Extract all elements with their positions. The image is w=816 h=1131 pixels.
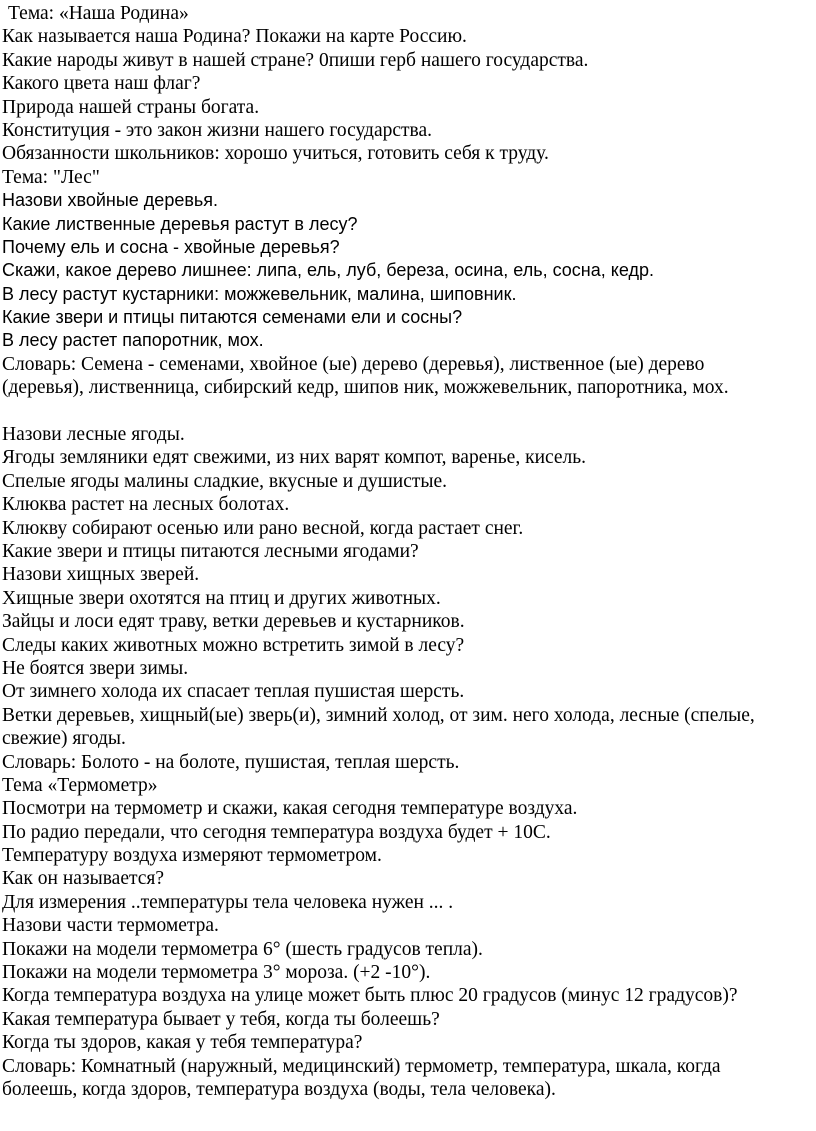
berries-line: Клюкву собирают осенью или рано весной, когда растает снег.	[2, 517, 524, 539]
topic-2-vocabulary: Словарь: Семена - семенами, хвойное (ые) дерево (деревья), лиственное (ые) дерево	[2, 353, 705, 375]
topic-2-line: Почему ель и сосна - хвойные деревья?	[2, 236, 340, 257]
topic-1-line: Обязанности школьников: хорошо учиться, готовить себя к труду.	[2, 143, 549, 165]
berries-line: Какие звери и птицы питаются лесными ягодами?	[2, 540, 419, 562]
berries-line: Не боятся звери зимы.	[2, 657, 189, 679]
topic-3-line: Для измерения ..температуры тела человека нужен ... .	[2, 891, 454, 913]
blank-line	[2, 400, 816, 423]
topic-3-line: Как он называется?	[2, 868, 165, 890]
topic-1-title: Тема: «Наша Родина»	[8, 3, 189, 24]
topic-2-line: Какие звери и птицы питаются семенами ели и сосны?	[2, 307, 463, 328]
berries-line: Ягоды земляники едят свежими, из них варят компот, варенье, кисель.	[2, 447, 587, 469]
topic-3-line: Покажи на модели термометра 6° (шесть градусов тепла).	[2, 938, 483, 960]
topic-2-line: В лесу растет папоротник, мох.	[2, 330, 264, 351]
topic-3-line: Покажи на модели термометра 3° мороза. (+2 -10°).	[2, 962, 431, 984]
berries-line: Назови хищных зверей.	[2, 564, 200, 586]
topic-3-line: Температуру воздуха измеряют термометром.	[2, 845, 382, 867]
berries-line: Зайцы и лоси едят траву, ветки деревьев и кустарников.	[2, 611, 465, 633]
topic-2-line: Назови хвойные деревья.	[2, 190, 219, 211]
topic-3-line: Когда температура воздуха на улице может быть плюс 20 градусов (минус 12 градусов)?	[2, 985, 738, 1007]
topic-2-line: Какие лиственные деревья растут в лесу?	[2, 213, 358, 234]
topic-2-title: Тема: "Лес"	[2, 166, 100, 188]
topic-3-line: Какая температура бывает у тебя, когда ты болеешь?	[2, 1008, 440, 1030]
topic-1-line: Конституция - это закон жизни нашего государства.	[2, 119, 432, 141]
berries-line: От зимнего холода их спасает теплая пушистая шерсть.	[2, 681, 465, 703]
topic-3-line: Назови части термометра.	[2, 915, 219, 937]
topic-1-line: Природа нашей страны богата.	[2, 96, 260, 118]
topic-3-line: Словарь: Комнатный (наружный, медицинский) термометр, температура, шкала, когда	[2, 1055, 721, 1077]
topic-3-line: Посмотри на термометр и скажи, какая сегодня температуре воздуха.	[2, 798, 578, 820]
topic-3-title: Тема «Термометр»	[2, 774, 158, 796]
berries-line: Следы каких животных можно встретить зимой в лесу?	[2, 634, 465, 656]
berries-line: Хищные звери охотятся на птиц и других животных.	[2, 587, 441, 609]
berries-line: Спелые ягоды малины сладкие, вкусные и душистые.	[2, 470, 448, 492]
berries-line: Клюква растет на лесных болотах.	[2, 494, 290, 516]
topic-3-line: По радио передали, что сегодня температура воздуха будет + 10С.	[2, 821, 551, 843]
topic-2-line: В лесу растут кустарники: можжевельник, малина, шиповник.	[2, 283, 517, 304]
topic-1-line: Как называется наша Родина? Покажи на карте Россию.	[2, 26, 467, 48]
berries-line: Назови лесные ягоды.	[2, 424, 185, 446]
topic-3-line: болеешь, когда здоров, температура воздуха (воды, тела человека).	[2, 1078, 556, 1100]
berries-line: Словарь: Болото - на болоте, пушистая, теплая шерсть.	[2, 751, 460, 773]
berries-line: Ветки деревьев, хищный(ые) зверь(и), зимний холод, от зим. него холода, лесные (спелые,	[2, 704, 755, 726]
topic-2-line: Скажи, какое дерево лишнее: липа, ель, луб, береза, осина, ель, сосна, кедр.	[2, 260, 654, 281]
topic-1-line: Какого цвета наш флаг?	[2, 73, 201, 95]
topic-1-line: Какие народы живут в нашей стране? 0пиши герб нашего государства.	[2, 49, 589, 71]
topic-3-line: Когда ты здоров, какая у тебя температура?	[2, 1032, 363, 1054]
topic-2-vocabulary: (деревья), лиственница, сибирский кедр, шипов ник, можжевельник, папоротника, мох.	[2, 377, 729, 399]
berries-line: свежие) ягоды.	[2, 728, 126, 750]
